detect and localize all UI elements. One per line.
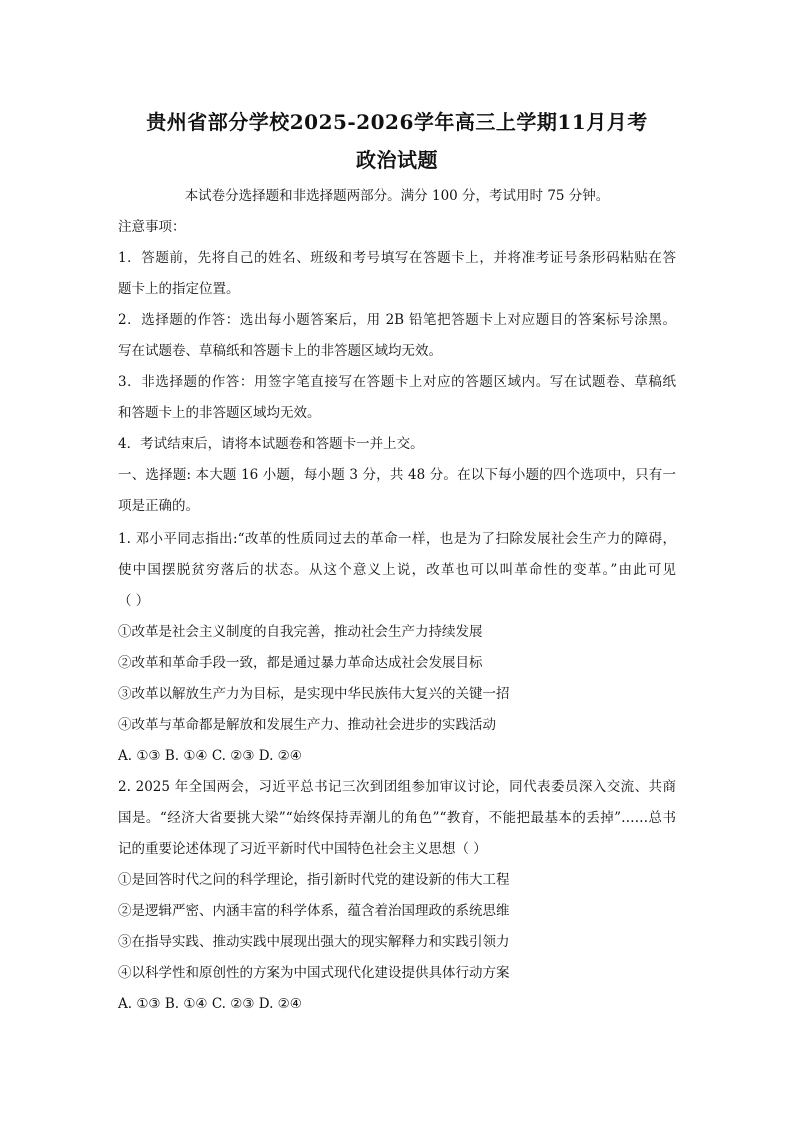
question-1-stem: 1. 邓小平同志指出:“改革的性质同过去的革命一样，也是为了扫除发展社会生产力的障碍， bbox=[118, 531, 676, 547]
exam-title: 贵州省部分学校2025-2026学年高三上学期11月月考 bbox=[146, 110, 648, 134]
question-1-option: ④改革与革命都是解放和发展生产力、推动社会进步的实践活动 bbox=[118, 717, 496, 733]
section-heading-cont: 项是正确的。 bbox=[118, 498, 199, 514]
question-2-option: ③在指导实践、推动实践中展现出强大的现实解释力和实践引领力 bbox=[118, 934, 510, 950]
exam-intro: 本试卷分选择题和非选择题两部分。满分 100 分，考试用时 75 分钟。 bbox=[184, 188, 610, 204]
question-1-answers: A. ①③ B. ①④ C. ②③ D. ②④ bbox=[118, 748, 302, 764]
question-2-option: ④以科学性和原创性的方案为中国式现代化建设提供具体行动方案 bbox=[118, 965, 510, 981]
exam-subject-title: 政治试题 bbox=[356, 148, 438, 172]
question-1-option: ①改革是社会主义制度的自我完善，推动社会生产力持续发展 bbox=[118, 624, 483, 640]
question-2-option: ①是回答时代之问的科学理论，指引新时代党的建设新的伟大工程 bbox=[118, 872, 510, 888]
note-line: 和答题卡上的非答题区域均无效。 bbox=[118, 405, 321, 421]
note-line: 3．非选择题的作答：用签字笔直接写在答题卡上对应的答题区域内。写在试题卷、草稿纸 bbox=[118, 374, 676, 390]
notes-heading: 注意事项： bbox=[118, 219, 186, 235]
question-2-stem-cont: 国是。“经济大省要挑大梁”“始终保持弄潮儿的角色”“教育，不能把最基本的丢掉”……总书 bbox=[118, 810, 676, 826]
question-1-option: ②改革和革命手段一致，都是通过暴力革命达成社会发展目标 bbox=[118, 655, 483, 671]
note-line: 1．答题前，先将自己的姓名、班级和考号填写在答题卡上，并将准考证号条形码粘贴在答 bbox=[118, 250, 676, 266]
question-1-option: ③改革以解放生产力为目标，是实现中华民族伟大复兴的关键一招 bbox=[118, 686, 510, 702]
question-2-option: ②是逻辑严密、内涵丰富的科学体系，蕴含着治国理政的系统思维 bbox=[118, 903, 510, 919]
question-2-stem-end: 记的重要论述体现了习近平新时代中国特色社会主义思想（ ） bbox=[118, 841, 487, 857]
section-heading: 一、选择题: 本大题 16 小题，每小题 3 分，共 48 分。在以下每小题的四个选项中，只有一 bbox=[118, 467, 676, 483]
note-line: 4．考试结束后，请将本试题卷和答题卡一并上交。 bbox=[118, 436, 424, 452]
question-2-answers: A. ①③ B. ①④ C. ②③ D. ②④ bbox=[118, 996, 302, 1012]
question-2-stem: 2. 2025 年全国两会，习近平总书记三次到团组参加审议讨论，同代表委员深入交流、共商 bbox=[118, 779, 676, 795]
note-line: 题卡上的指定位置。 bbox=[118, 281, 240, 297]
question-1-stem-cont: 使中国摆脱贫穷落后的状态。从这个意义上说，改革也可以叫革命性的变革。”由此可见 bbox=[118, 562, 676, 578]
note-line: 写在试题卷、草稿纸和答题卡上的非答题区域均无效。 bbox=[118, 343, 442, 359]
note-line: 2．选择题的作答：选出每小题答案后，用 2B 铅笔把答题卡上对应题目的答案标号涂黑。 bbox=[118, 312, 676, 328]
question-1-blank: （ ） bbox=[118, 593, 150, 609]
